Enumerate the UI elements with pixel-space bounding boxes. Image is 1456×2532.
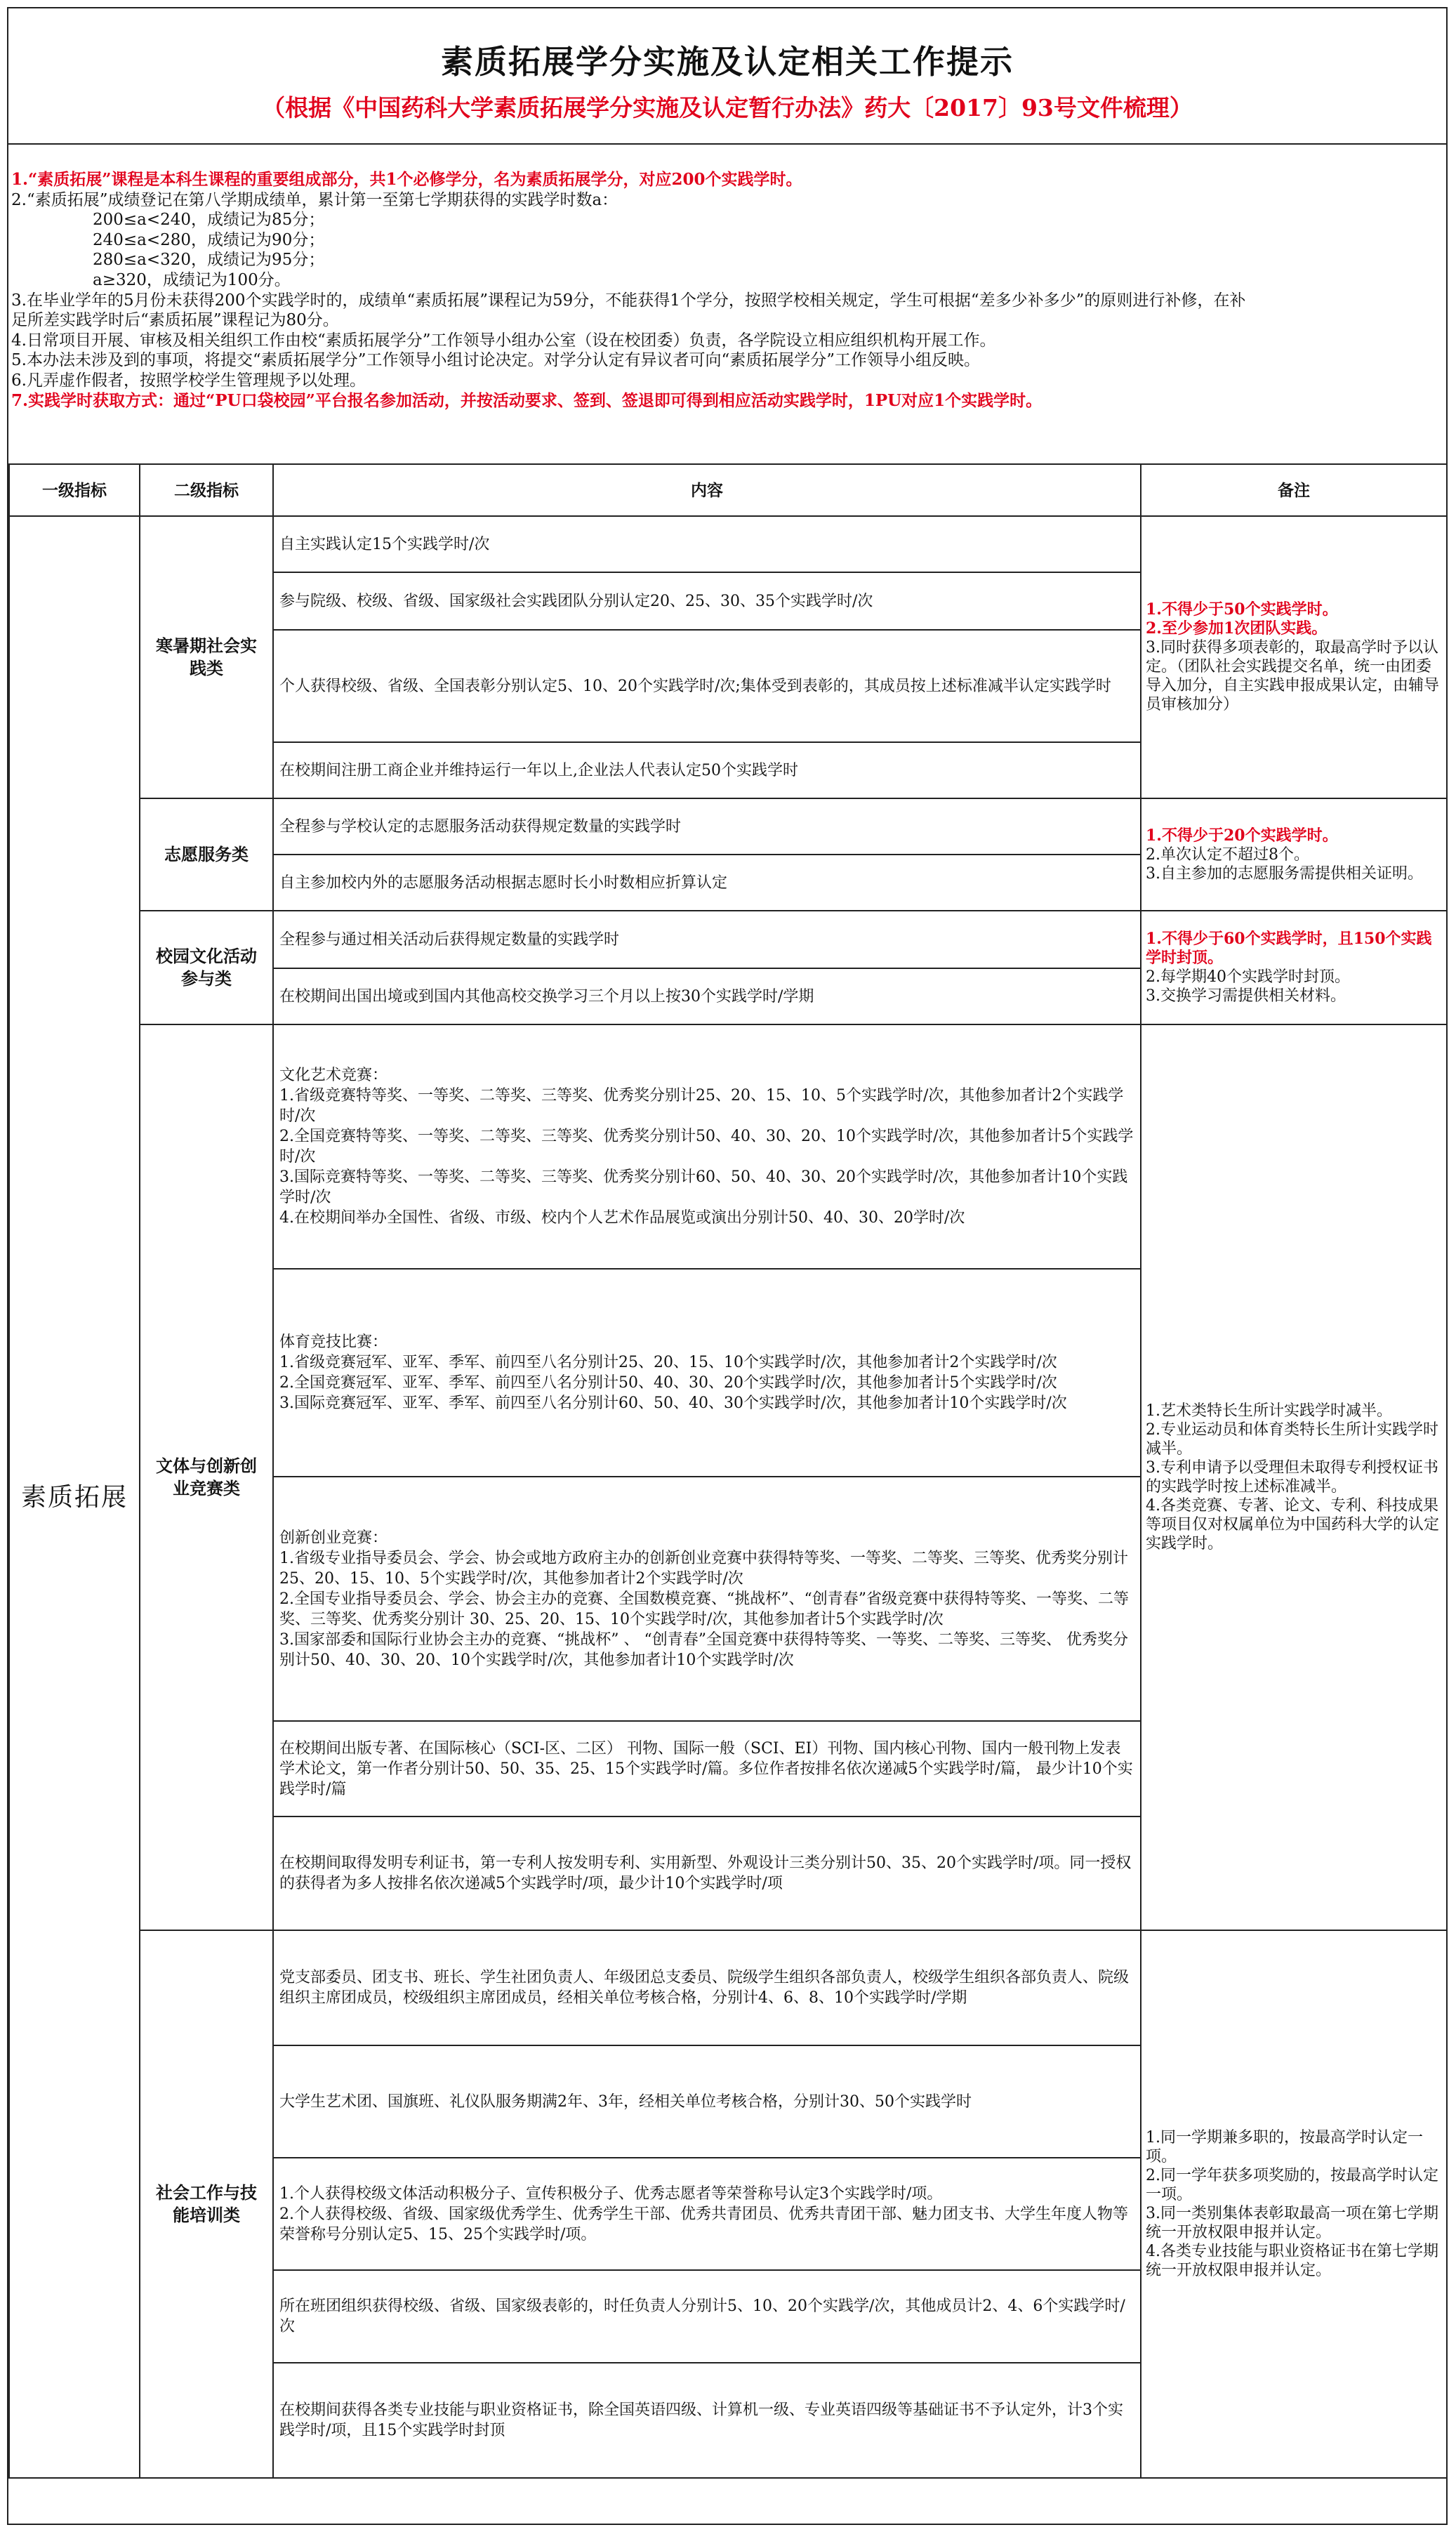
- note-line: 足所差实践学时后“素质拓展”课程记为80分。: [11, 311, 339, 330]
- notes-block: [11, 170, 1436, 411]
- table-row: [9, 1930, 1447, 2045]
- page-subtitle: （根据《中国药科大学素质拓展学分实施及认定暂行办法》药大〔2017〕93号文件梳理）: [262, 94, 1193, 121]
- table-row: [9, 1024, 1447, 1269]
- content-cell: 体育竞技比赛： 1.省级竞赛冠军、亚军、季军、前四至八名分别计25、20、15、10个实践学时/次，其他参加者计2个实践学时/次 2.全国竞赛冠军、亚军、季军、前四至八名分别计50、40、30、20个实践学时/次，其他参加者计5个实践学时/次 3.国际竞赛冠军、亚军、季军、前四至八名分别计60、50、40、30个实践学时/次，其他参加者计10个实践学时/次: [273, 1269, 1141, 1477]
- content-cell: 大学生艺术团、国旗班、礼仪队服务期满2年、3年，经相关单位考核合格，分别计30、50个实践学时: [273, 2045, 1141, 2158]
- level1-cell: 素质拓展: [9, 516, 140, 2478]
- note-line: 7.实践学时获取方式：通过“PU口袋校园”平台报名参加活动，并按活动要求、签到、签退即可得到相应活动实践学时，1PU对应1个实践学时。: [11, 390, 1043, 410]
- page-title: 素质拓展学分实施及认定相关工作提示: [441, 43, 1014, 81]
- remark-text: 1.艺术类特长生所计实践学时减半。 2.专业运动员和体育类特长生所计实践学时减半。 3.专利申请予以受理但未取得专利授权证书的实践学时按上述标准减半。 4.各类竞赛、专著、论文、专利、科技成果等项目仅对权属单位为中国药科大学的认定实践学时。: [1146, 1402, 1440, 1552]
- remark-red: 2.至少参加1次团队实践。: [1146, 619, 1328, 638]
- note-line: 3.在毕业学年的5月份未获得200个实践学时的，成绩单“素质拓展”课程记为59分，不能获得1个学分，按照学校相关规定，学生可根据“差多少补多少”的原则进行补修，在补: [11, 291, 1246, 310]
- note-line: 240≤a<280，成绩记为90分；: [93, 230, 325, 249]
- criteria-table: [8, 463, 1448, 2479]
- note-line: 4.日常项目开展、审核及相关组织工作由校“素质拓展学分”工作领导小组办公室（设在校团委）负责，各学院设立相应组织机构开展工作。: [11, 331, 996, 350]
- level2-cell: 寒暑期社会实践类: [140, 516, 273, 798]
- document-sheet: [7, 7, 1448, 2525]
- content-cell: 文化艺术竞赛： 1.省级竞赛特等奖、一等奖、二等奖、三等奖、优秀奖分别计25、20、15、10、5个实践学时/次，其他参加者计2个实践学时/次 2.全国竞赛特等奖、一等奖、二等奖、三等奖、优秀奖分别计50、40、30、20、10个实践学时/次，其他参加者计5个实践学时/次 3.国际竞赛特等奖、一等奖、二等奖、三等奖、优秀奖分别计60、50、40、30、20个实践学时/次，其他参加者计10个实践学时/次 4.在校期间举办全国性、省级、市级、校内个人艺术作品展览或演出分别计50、40、30、20学时/次: [273, 1024, 1141, 1269]
- note-line: 200≤a<240，成绩记为85分；: [93, 211, 325, 230]
- content-cell: 在校期间取得发明专利证书，第一专利人按发明专利、实用新型、外观设计三类分别计50、35、20个实践学时/项。同一授权的获得者为多人按排名依次递减5个实践学时/项，最少计10个实践学时/项: [273, 1816, 1141, 1930]
- remark-text: 1.同一学期兼多职的，按最高学时认定一项。 2.同一学年获多项奖励的，按最高学时认定一项。 3.同一类别集体表彰取最高一项在第七学期统一开放权限申报并认定。 4.各类专业技能与职业资格证书在第七学期统一开放权限申报并认定。: [1146, 2129, 1438, 2279]
- remark-text: 3.同时获得多项表彰的，取最高学时予以认定。（团队社会实践提交名单，统一由团委导入加分，自主实践申报成果认定，由辅导员审核加分）: [1146, 639, 1440, 713]
- content-cell: 个人获得校级、省级、全国表彰分别认定5、10、20个实践学时/次;集体受到表彰的，其成员按上述标准减半认定实践学时: [273, 630, 1141, 742]
- content-cell: 全程参与通过相关活动后获得规定数量的实践学时: [273, 911, 1141, 968]
- content-cell: 在校期间注册工商企业并维持运行一年以上,企业法人代表认定50个实践学时: [273, 742, 1141, 798]
- remark-cell: [1141, 1024, 1447, 1930]
- table-row: [9, 516, 1447, 572]
- content-cell: 自主参加校内外的志愿服务活动根据志愿时长小时数相应折算认定: [273, 855, 1141, 911]
- content-cell: 在校期间出版专著、在国际核心（SCI-区、二区） 刊物、国际一般（SCI、EI）刊物、国内核心刊物、国内一般刊物上发表学术论文，第一作者分别计50、50、35、25、15个实践学时/篇。多位作者按排名依次递减5个实践学时/篇， 最少计10个实践学时/篇: [273, 1721, 1141, 1816]
- remark-cell: [1141, 911, 1447, 1024]
- level2-cell: 校园文化活动参与类: [140, 911, 273, 1024]
- content-cell: 在校期间获得各类专业技能与职业资格证书，除全国英语四级、计算机一级、专业英语四级等基础证书不予认定外，计3个实践学时/项，且15个实践学时封顶: [273, 2363, 1141, 2478]
- level2-cell: 文体与创新创业竞赛类: [140, 1024, 273, 1930]
- content-cell: 在校期间出国出境或到国内其他高校交换学习三个月以上按30个实践学时/学期: [273, 968, 1141, 1024]
- note-line: 5.本办法未涉及到的事项，将提交“素质拓展学分”工作领导小组讨论决定。对学分认定有异议者可向“素质拓展学分”工作领导小组反映。: [11, 351, 980, 370]
- header-content: 内容: [273, 464, 1141, 516]
- note-line: a≥320，成绩记为100分。: [93, 270, 291, 289]
- level2-cell: 志愿服务类: [140, 798, 273, 911]
- header-level2: 二级指标: [140, 464, 273, 516]
- content-cell: 自主实践认定15个实践学时/次: [273, 516, 1141, 572]
- remark-cell: [1141, 516, 1447, 798]
- content-cell: 所在班团组织获得校级、省级、国家级表彰的，时任负责人分别计5、10、20个实践学/次，其他成员计2、4、6个实践学时/次: [273, 2270, 1141, 2363]
- content-cell: 参与院级、校级、省级、国家级社会实践团队分别认定20、25、30、35个实践学时/次: [273, 572, 1141, 630]
- note-line: 280≤a<320，成绩记为95分；: [93, 251, 325, 270]
- remark-text: 2.每学期40个实践学时封顶。 3.交换学习需提供相关材料。: [1146, 968, 1350, 1005]
- note-line: 2.“素质拓展”成绩登记在第八学期成绩单，累计第一至第七学期获得的实践学时数a：: [11, 190, 618, 209]
- level2-cell: 社会工作与技能培训类: [140, 1930, 273, 2478]
- header-remark: 备注: [1141, 464, 1447, 516]
- remark-cell: [1141, 798, 1447, 911]
- table-header-row: [9, 464, 1447, 516]
- remark-red: 1.不得少于50个实践学时。: [1146, 600, 1338, 619]
- content-cell: 全程参与学校认定的志愿服务活动获得规定数量的实践学时: [273, 798, 1141, 855]
- content-cell: 创新创业竞赛： 1.省级专业指导委员会、学会、协会或地方政府主办的创新创业竞赛中获得特等奖、一等奖、二等奖、三等奖、优秀奖分别计 25、20、15、10、5个实践学时/次，其他参加者计2个实践学时/次 2.全国专业指导委员会、学会、协会主办的竞赛、全国数模竞赛、“挑战杯”、“创青春”省级竞赛中获得特等奖、一等奖、二等奖、三等奖、优秀奖分别计 30、25、20、15、10个实践学时/次，其他参加者计5个实践学时/次 3.国家部委和国际行业协会主办的竞赛、“挑战杯” 、 “创青春”全国竞赛中获得特等奖、一等奖、二等奖、三等奖、 优秀奖分别计50、40、30、20、10个实践学时/次，其他参加者计10个实践学时/次: [273, 1477, 1141, 1721]
- remark-red: 1.不得少于20个实践学时。: [1146, 826, 1338, 845]
- note-line: 6.凡弄虚作假者，按照学校学生管理规予以处理。: [11, 371, 366, 390]
- note-line: 1.“素质拓展”课程是本科生课程的重要组成部分，共1个必修学分，名为素质拓展学分，对应200个实践学时。: [11, 170, 802, 189]
- remark-text: 2.单次认定不超过8个。 3.自主参加的志愿服务需提供相关证明。: [1146, 845, 1423, 883]
- table-row: [9, 798, 1447, 855]
- title-box: [8, 8, 1446, 145]
- remark-red: 1.不得少于60个实践学时，且150个实践学时封顶。: [1146, 930, 1432, 967]
- content-cell: 党支部委员、团支书、班长、学生社团负责人、年级团总支委员、院级学生组织各部负责人，校级学生组织各部负责人、院级组织主席团成员，校级组织主席团成员，经相关单位考核合格，分别计4、6、8、10个实践学时/学期: [273, 1930, 1141, 2045]
- table-row: [9, 911, 1447, 968]
- header-level1: 一级指标: [9, 464, 140, 516]
- content-cell: 1.个人获得校级文体活动积极分子、宣传积极分子、优秀志愿者等荣誉称号认定3个实践学时/项。 2.个人获得校级、省级、国家级优秀学生、优秀学生干部、优秀共青团员、优秀共青团干部、魅力团支书、大学生年度人物等荣誉称号分别认定5、15、25个实践学时/项。: [273, 2158, 1141, 2270]
- remark-cell: [1141, 1930, 1447, 2478]
